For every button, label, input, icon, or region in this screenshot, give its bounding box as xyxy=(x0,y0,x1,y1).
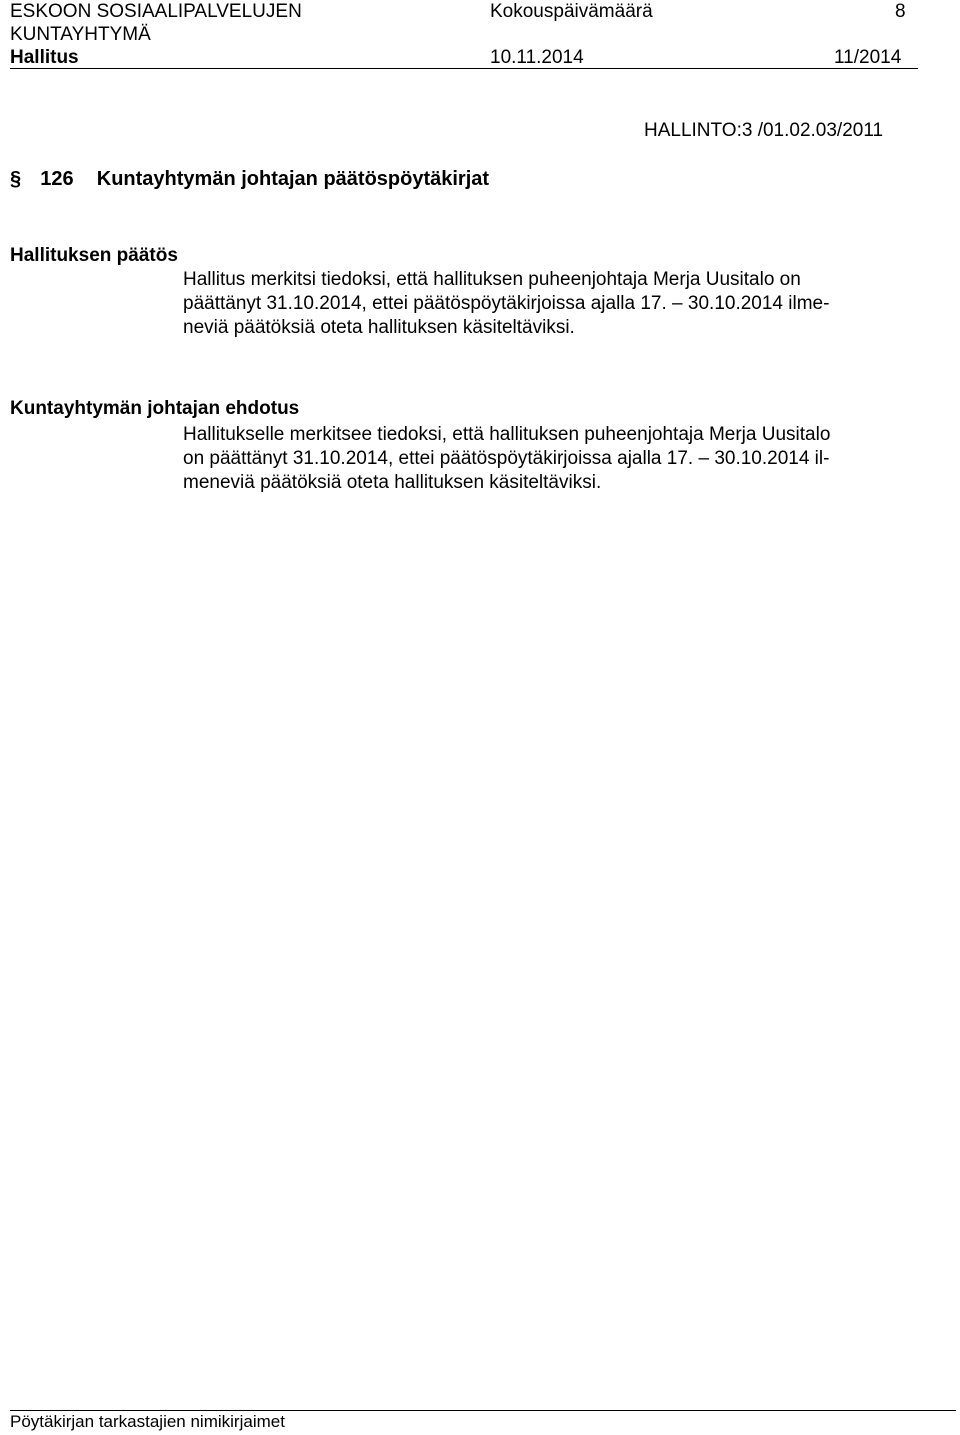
section-title: Kuntayhtymän johtajan päätöspöytäkirjat xyxy=(96,168,490,190)
section-heading xyxy=(10,166,489,192)
footer-label: Pöytäkirjan tarkastajien nimikirjaimet xyxy=(10,1412,285,1431)
decision-line: neviä päätöksiä oteta hallituksen käsiteltäviksi. xyxy=(183,317,575,338)
footer-divider xyxy=(10,1410,956,1411)
organization-name-line2: KUNTAYHTYMÄ xyxy=(10,24,151,45)
meeting-date: 10.11.2014 xyxy=(490,47,584,68)
proposal-heading: Kuntayhtymän johtajan ehdotus xyxy=(10,398,300,419)
organization-name-line1: ESKOON SOSIAALIPALVELUJEN xyxy=(10,1,302,22)
body-name: Hallitus xyxy=(10,47,79,68)
meeting-number: 11/2014 xyxy=(834,47,902,68)
decision-paragraph xyxy=(183,268,943,340)
proposal-paragraph xyxy=(183,423,943,495)
decision-line: Hallitus merkitsi tiedoksi, että hallituksen puheenjohtaja Merja Uusitalo on xyxy=(183,269,801,290)
date-label: Kokouspäivämäärä xyxy=(490,1,653,22)
document-reference: HALLINTO:3 /01.02.03/2011 xyxy=(644,120,884,141)
header-divider xyxy=(10,68,918,69)
decision-heading: Hallituksen päätös xyxy=(10,245,178,266)
page-number: 8 xyxy=(895,1,906,22)
decision-line: päättänyt 31.10.2014, ettei päätöspöytäkirjoissa ajalla 17. – 30.10.2014 ilme- xyxy=(183,293,830,314)
section-number: 126 xyxy=(40,168,74,190)
section-symbol: § xyxy=(10,168,22,190)
proposal-line: on päättänyt 31.10.2014, ettei päätöspöytäkirjoissa ajalla 17. – 30.10.2014 il- xyxy=(183,448,830,469)
proposal-line: meneviä päätöksiä oteta hallituksen käsiteltäviksi. xyxy=(183,472,602,493)
proposal-line: Hallitukselle merkitsee tiedoksi, että hallituksen puheenjohtaja Merja Uusitalo xyxy=(183,424,831,445)
